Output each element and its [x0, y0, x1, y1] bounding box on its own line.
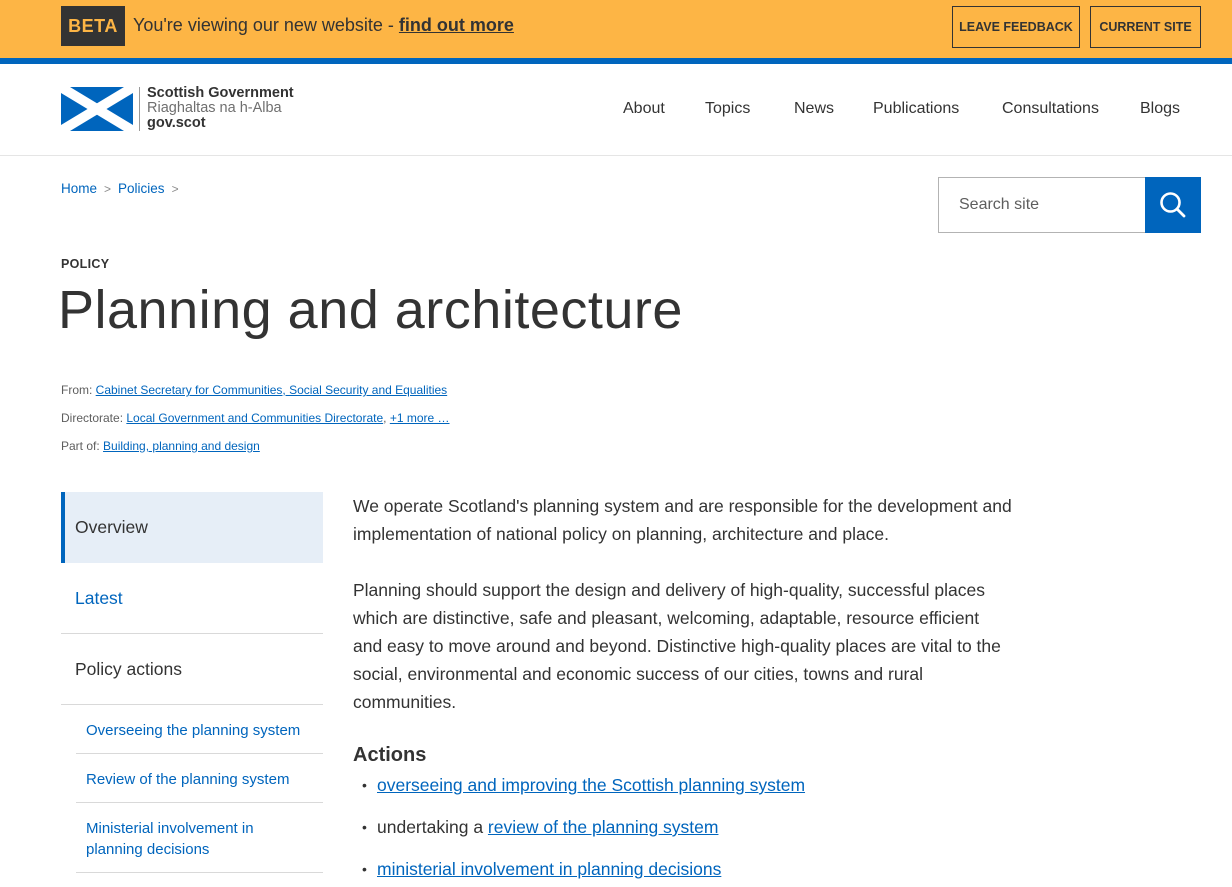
logo-url: gov.scot — [147, 115, 206, 131]
actions-list — [353, 771, 1013, 883]
side-nav-policy-actions: Policy actions — [61, 634, 323, 705]
meta-from-label: From: — [61, 383, 96, 397]
nav-blogs[interactable]: Blogs — [1140, 100, 1181, 117]
meta-part-of — [61, 439, 260, 453]
meta-directorate-link[interactable]: Local Government and Communities Directorate — [126, 411, 384, 425]
nav-consultations[interactable]: Consultations — [1002, 100, 1099, 117]
logo-gaelic: Riaghaltas na h-Alba — [147, 100, 282, 116]
meta-part-of-link[interactable]: Building, planning and design — [103, 439, 260, 453]
action-item — [377, 855, 1013, 883]
search-icon — [1145, 177, 1201, 233]
meta-directorate-label: Directorate: — [61, 411, 127, 425]
meta-directorate-separator: , — [383, 411, 390, 425]
meta-from — [61, 383, 447, 397]
current-site-button[interactable]: CURRENT SITE — [1090, 6, 1201, 48]
logo-text — [147, 86, 294, 131]
nav-news[interactable]: News — [794, 100, 835, 117]
action-item — [377, 813, 1013, 841]
meta-from-link[interactable]: Cabinet Secretary for Communities, Social Security and Equalities — [95, 383, 448, 397]
logo-divider — [139, 87, 140, 131]
nav-publications[interactable]: Publications — [873, 100, 960, 117]
action-link-review[interactable]: review of the planning system — [487, 817, 719, 837]
meta-part-of-label: Part of: — [61, 439, 104, 453]
side-nav-sublist — [76, 705, 323, 873]
breadcrumb-policies[interactable]: Policies — [118, 181, 165, 196]
find-out-more-link[interactable]: find out more — [398, 15, 514, 35]
page-title: Planning and architecture — [58, 280, 683, 340]
breadcrumb-separator: > — [104, 182, 112, 196]
meta-directorate-more-link[interactable]: +1 more … — [389, 411, 450, 425]
beta-banner — [0, 0, 1232, 58]
breadcrumb-separator: > — [171, 182, 179, 196]
action-link-ministerial[interactable]: ministerial involvement in planning decisions — [377, 859, 722, 879]
beta-message — [133, 15, 514, 36]
intro-paragraph: We operate Scotland's planning system and are responsible for the development and implementation of national policy on planning, architecture and place. — [353, 496, 1012, 544]
content-type-label: POLICY — [61, 257, 110, 271]
action-item — [377, 771, 1013, 799]
side-nav-review[interactable]: Review of the planning system — [76, 754, 323, 803]
logo-english: Scottish Government — [147, 85, 294, 101]
body-paragraph: Planning should support the design and delivery of high-quality, successful places which are distinctive, safe and pleasant, welcoming, adaptable, resource efficient and easy to move around and beyond. Distinctive high-quality places are vital to the social, environmental and economic success of our cities, towns and rural communities. — [353, 580, 1001, 712]
meta-directorate — [61, 411, 450, 425]
saltire-flag-icon — [61, 87, 133, 131]
site-logo[interactable] — [61, 86, 294, 131]
actions-heading: Actions — [353, 744, 427, 766]
search-input[interactable]: Search site — [938, 177, 1146, 233]
leave-feedback-button[interactable]: LEAVE FEEDBACK — [952, 6, 1080, 48]
beta-tag: BETA — [61, 6, 125, 46]
nav-topics[interactable]: Topics — [705, 100, 751, 117]
side-nav-latest[interactable]: Latest — [61, 563, 323, 634]
main-content — [353, 492, 1013, 887]
side-nav-ministerial[interactable]: Ministerial involvement in planning decisions — [76, 803, 323, 873]
beta-message-text: You're viewing our new website - — [133, 15, 399, 35]
action-link-overseeing[interactable]: overseeing and improving the Scottish planning system — [377, 775, 806, 795]
breadcrumb-home[interactable]: Home — [61, 181, 98, 196]
side-nav-overview[interactable]: Overview — [61, 492, 323, 563]
action-prefix: undertaking a — [377, 817, 488, 837]
side-nav-overseeing[interactable]: Overseeing the planning system — [76, 705, 323, 754]
nav-about[interactable]: About — [623, 100, 665, 117]
side-nav — [61, 492, 323, 873]
breadcrumb — [61, 181, 186, 196]
search-button[interactable] — [1145, 177, 1201, 233]
site-header — [0, 64, 1232, 156]
